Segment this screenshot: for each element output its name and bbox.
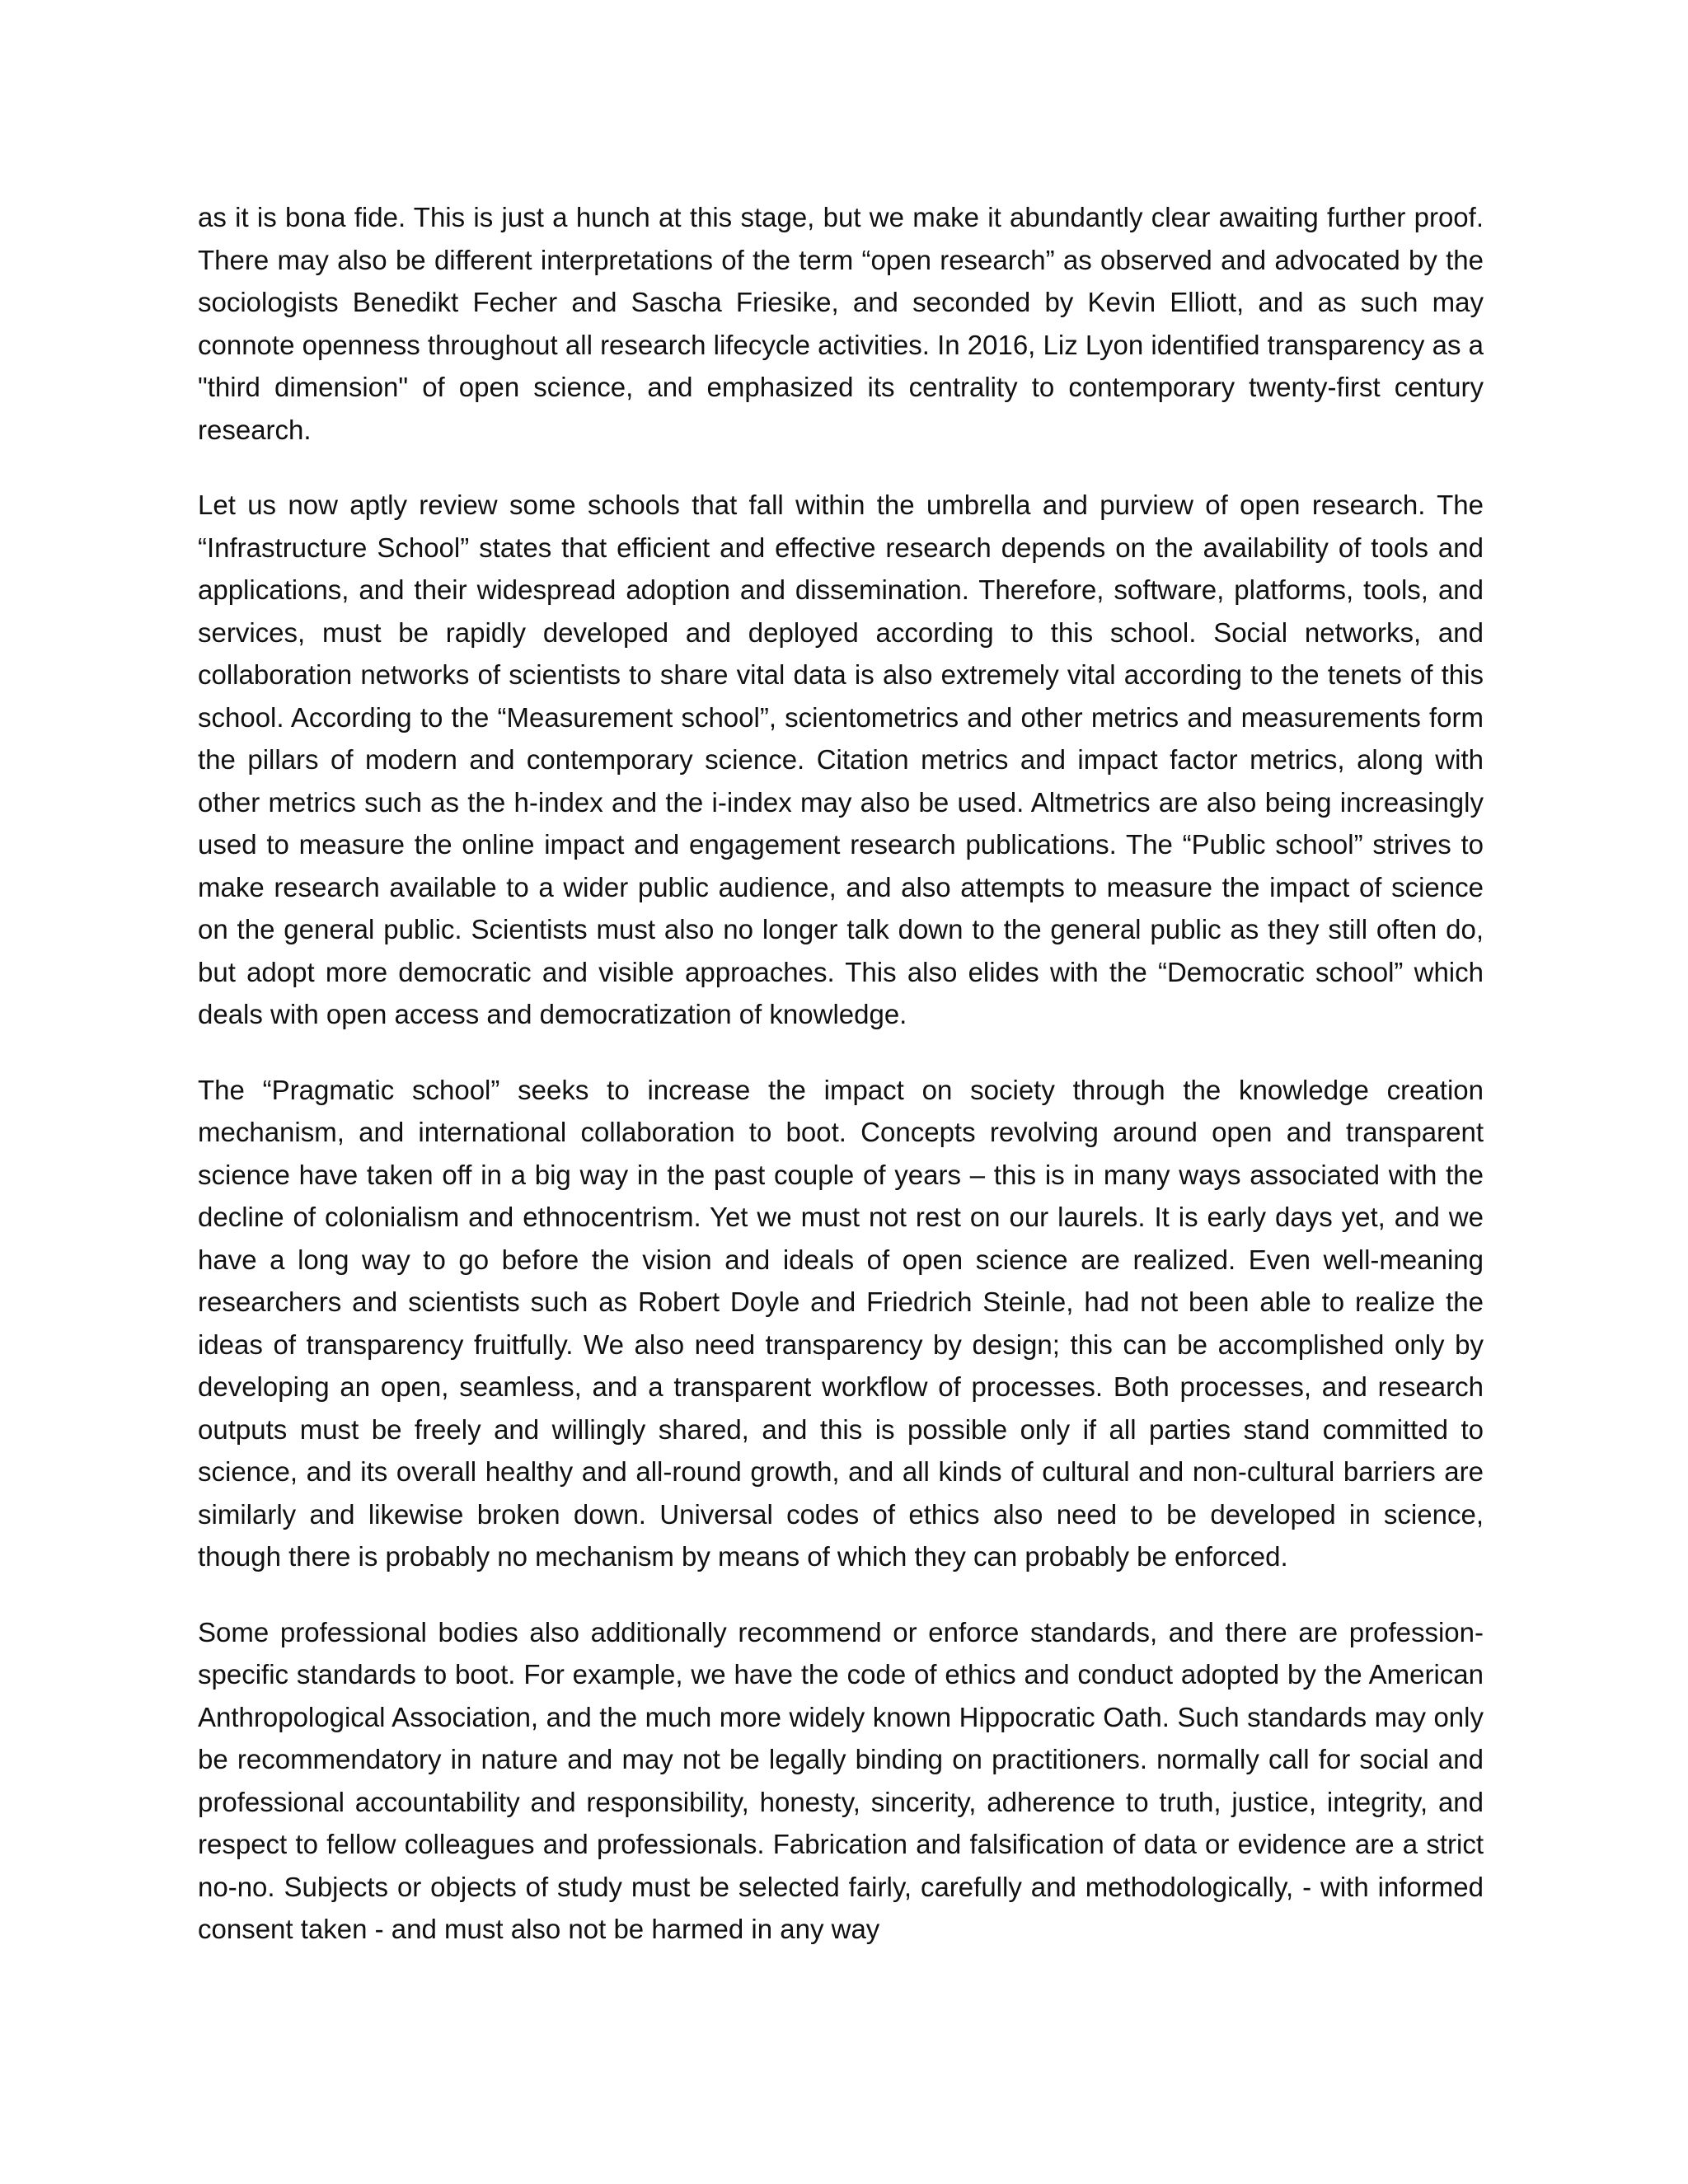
paragraph-professional-standards: Some professional bodies also additionally recommend or enforce standards, and there are profession-specific standards to boot. For example, we have the code of ethics and conduct adopted by the American Anthropological Association, and the much more widely known Hippocratic Oath. Such standards may only be recommendatory in nature and may not be legally binding on practitioners. normally call for social and professional accountability and responsibility, honesty, sincerity, adherence to truth, justice, integrity, and respect to fellow colleagues and professionals. Fabrication and falsification of data or evidence are a strict no-no. Subjects or objects of study must be selected fairly, carefully and methodologically, - with informed consent taken - and must also not be harmed in any way <box>198 1616 1484 1944</box>
paragraph-pragmatic-school: The “Pragmatic school” seeks to increase the impact on society through the knowledge creation mechanism, and international collaboration to boot. Concepts revolving around open and transparent science have taken off in a big way in the past couple of years – this is in many ways associated with the decline of colonialism and ethnocentrism. Yet we must not rest on our laurels. It is early days yet, and we have a long way to go before the vision and ideals of open science are realized. Even well-meaning researchers and scientists such as Robert Doyle and Friedrich Steinle, had not been able to realize the ideas of transparency fruitfully. We also need transparency by design; this can be accomplished only by developing an open, seamless, and a transparent workflow of processes. Both processes, and research outputs must be freely and willingly shared, and this is possible only if all parties stand committed to science, and its overall healthy and all-round growth, and all kinds of cultural and non-cultural barriers are similarly and likewise broken down. Universal codes of ethics also need to be developed in science, though there is probably no mechanism by means of which they can probably be enforced. <box>198 1074 1484 1572</box>
document-body <box>198 196 1484 1984</box>
paragraph-definitions: as it is bona fide. This is just a hunch at this stage, but we make it abundantly clear awaiting further proof. There may also be different interpretations of the term “open research” as observed and advocated by the sociologists Benedikt Fecher and Sascha Friesike, and seconded by Kevin Elliott, and as such may connote openness throughout all research lifecycle activities. In 2016, Liz Lyon identified transparency as a "third dimension" of open science, and emphasized its centrality to contemporary twenty-first century research. <box>198 202 1484 445</box>
paragraph-schools: Let us now aptly review some schools that fall within the umbrella and purview of open research. The “Infrastructure School” states that efficient and effective research depends on the availability of tools and applications, and their widespread adoption and dissemination. Therefore, software, platforms, tools, and services, must be rapidly developed and deployed according to this school. Social networks, and collaboration networks of scientists to share vital data is also extremely vital according to the tenets of this school. According to the “Measurement school”, scientometrics and other metrics and measurements form the pillars of modern and contemporary science. Citation metrics and impact factor metrics, along with other metrics such as the h-index and the i-index may also be used. Altmetrics are also being increasingly used to measure the online impact and engagement research publications. The “Public school” strives to make research available to a wider public audience, and also attempts to measure the impact of science on the general public. Scientists must also no longer talk down to the general public as they still often do, but adopt more democratic and visible approaches. This also elides with the “Democratic school” which deals with open access and democratization of knowledge. <box>198 490 1484 1029</box>
